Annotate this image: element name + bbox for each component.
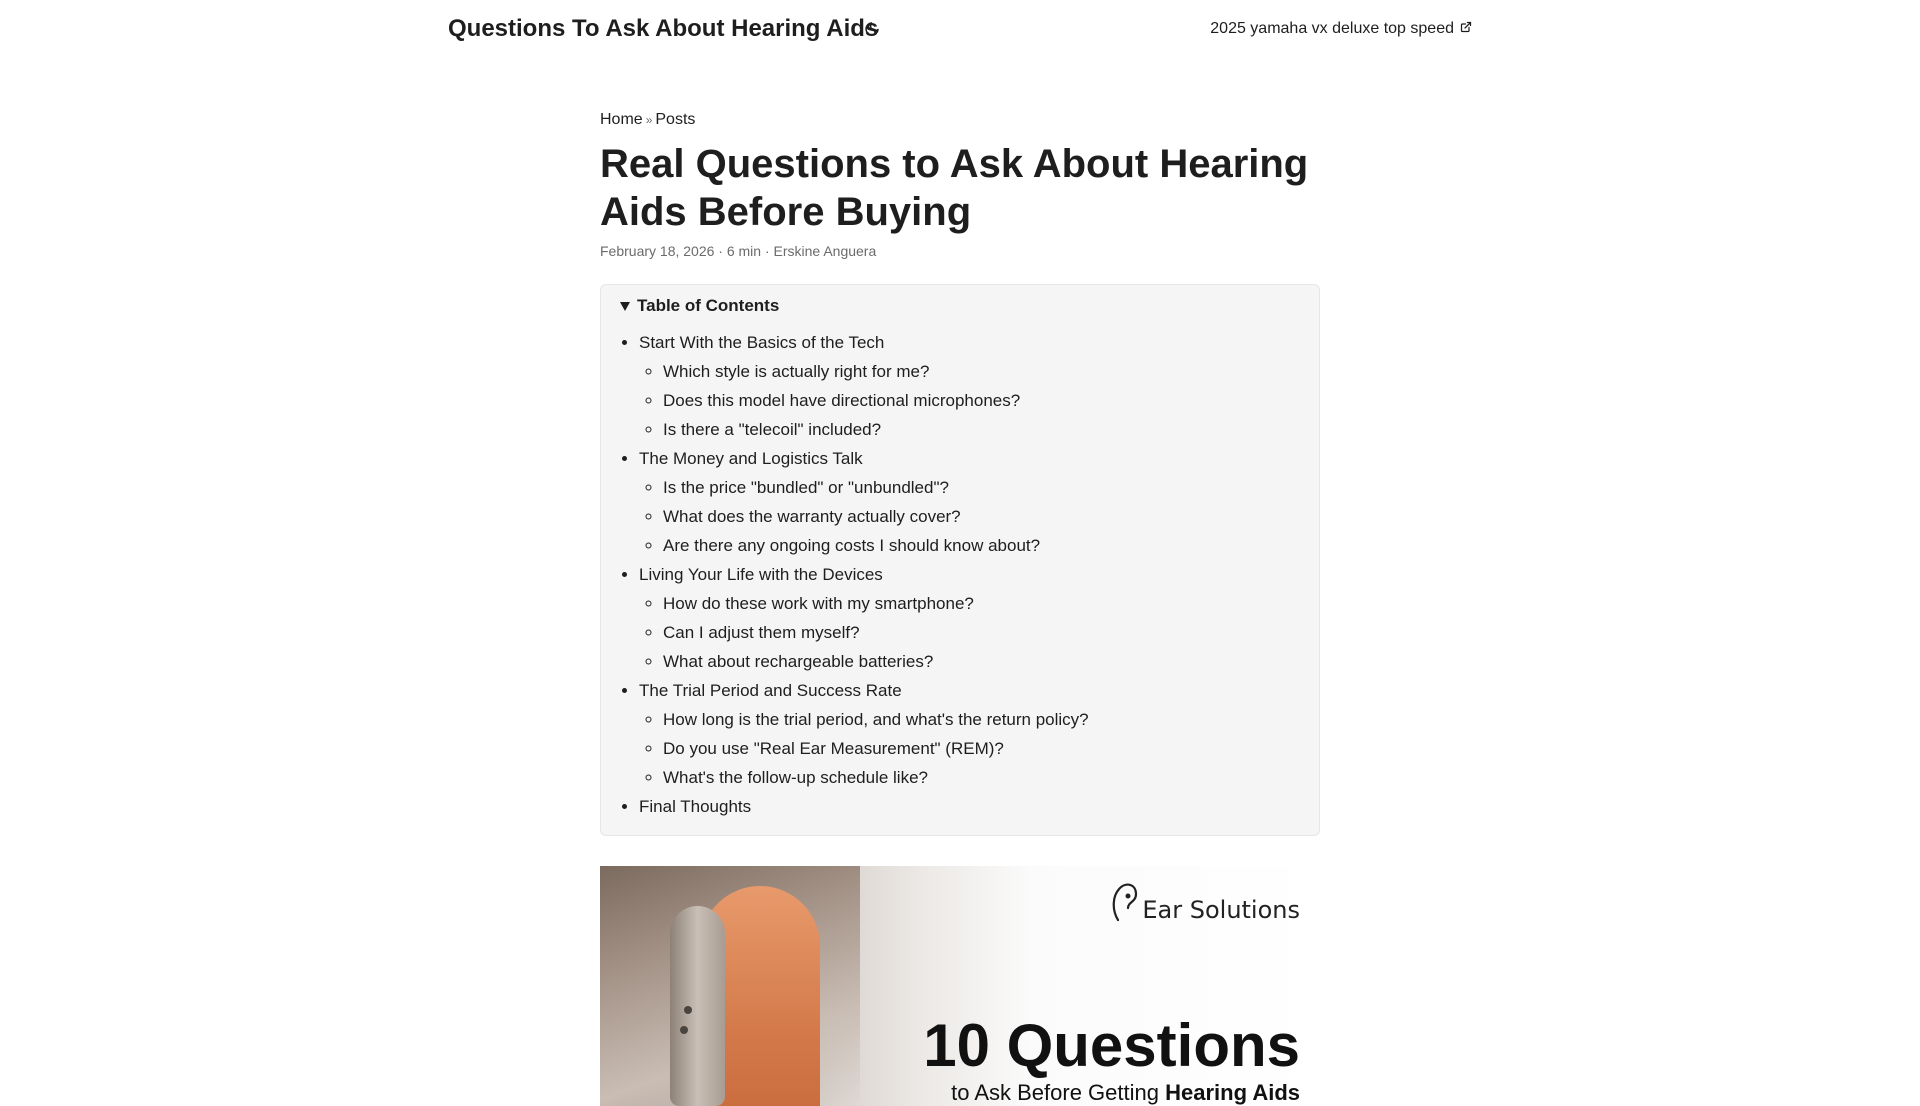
post-meta: February 18, 2026 · 6 min · Erskine Anguera [600, 243, 877, 259]
toc-subitem [663, 415, 1301, 444]
toc-section [639, 792, 1301, 821]
breadcrumb-home[interactable]: Home [600, 111, 643, 128]
toc-section [639, 676, 1301, 792]
external-link-icon [1460, 19, 1472, 39]
toc-link[interactable]: How long is the trial period, and what's the return policy? [663, 710, 1089, 729]
toc-link[interactable]: What's the follow-up schedule like? [663, 768, 928, 787]
toc-subitem [663, 357, 1301, 386]
toc-sublist [639, 473, 1301, 560]
toc-link[interactable]: Is the price "bundled" or "unbundled"? [663, 478, 949, 497]
toc-sublist [639, 357, 1301, 444]
toc-sublist [639, 705, 1301, 792]
cover-headline: 10 Questions [923, 1012, 1300, 1079]
toc-sublist [639, 589, 1301, 676]
toc-link[interactable]: Does this model have directional microphones? [663, 391, 1021, 410]
toc-link[interactable]: Can I adjust them myself? [663, 623, 860, 642]
toc-subitem [663, 502, 1301, 531]
toc-section [639, 328, 1301, 444]
toc-link[interactable]: How do these work with my smartphone? [663, 594, 974, 613]
toc-link[interactable]: Final Thoughts [639, 797, 752, 816]
toc-link[interactable]: Are there any ongoing costs I should know about? [663, 536, 1041, 555]
ear-logo-icon [1110, 880, 1140, 924]
logo-text: Ear Solutions [1142, 896, 1300, 924]
hearing-aid-graphic [670, 906, 725, 1106]
toc-subitem [663, 647, 1301, 676]
table-of-contents [600, 284, 1320, 836]
toc-link[interactable]: What does the warranty actually cover? [663, 507, 961, 526]
toc-subitem [663, 734, 1301, 763]
external-nav-link[interactable] [1210, 19, 1472, 39]
triangle-down-icon [619, 300, 631, 312]
toc-summary-toggle[interactable] [619, 295, 1301, 317]
toc-list [619, 328, 1301, 821]
breadcrumb-separator: » [645, 113, 653, 127]
toc-link[interactable]: Which style is actually right for me? [663, 362, 930, 381]
toc-subitem [663, 531, 1301, 560]
cover-subline-prefix: to Ask Before Getting [951, 1080, 1166, 1105]
ear-solutions-logo [1110, 880, 1300, 924]
toc-subitem [663, 618, 1301, 647]
cover-subline [951, 1080, 1300, 1106]
moon-icon[interactable] [862, 19, 882, 39]
external-nav-link-label: 2025 yamaha vx deluxe top speed [1210, 20, 1454, 37]
toc-subitem [663, 763, 1301, 792]
toc-link[interactable]: Start With the Basics of the Tech [639, 333, 885, 352]
breadcrumb [600, 108, 1320, 132]
toc-subitem [663, 705, 1301, 734]
toc-link[interactable]: What about rechargeable batteries? [663, 652, 934, 671]
main-content [600, 108, 1320, 1106]
hearing-aid-button [680, 1026, 688, 1034]
toc-section [639, 444, 1301, 560]
toc-link[interactable]: Living Your Life with the Devices [639, 565, 883, 584]
toc-link[interactable]: The Trial Period and Success Rate [639, 681, 902, 700]
site-header [0, 0, 1920, 60]
toc-subitem [663, 386, 1301, 415]
toc-summary-label: Table of Contents [637, 296, 780, 315]
cover-subline-bold: Hearing Aids [1165, 1080, 1300, 1105]
hearing-aid-button [684, 1006, 692, 1014]
toc-link[interactable]: Do you use "Real Ear Measurement" (REM)? [663, 739, 1004, 758]
breadcrumb-posts[interactable]: Posts [655, 111, 696, 128]
toc-subitem [663, 473, 1301, 502]
cover-image [600, 866, 1320, 1106]
toc-subitem [663, 589, 1301, 618]
toc-section [639, 560, 1301, 676]
toc-link[interactable]: Is there a "telecoil" included? [663, 420, 882, 439]
toc-link[interactable]: The Money and Logistics Talk [639, 449, 863, 468]
post-title: Real Questions to Ask About Hearing Aids Before Buying [600, 142, 1309, 234]
site-title-link[interactable]: Questions To Ask About Hearing Aids [448, 15, 879, 42]
